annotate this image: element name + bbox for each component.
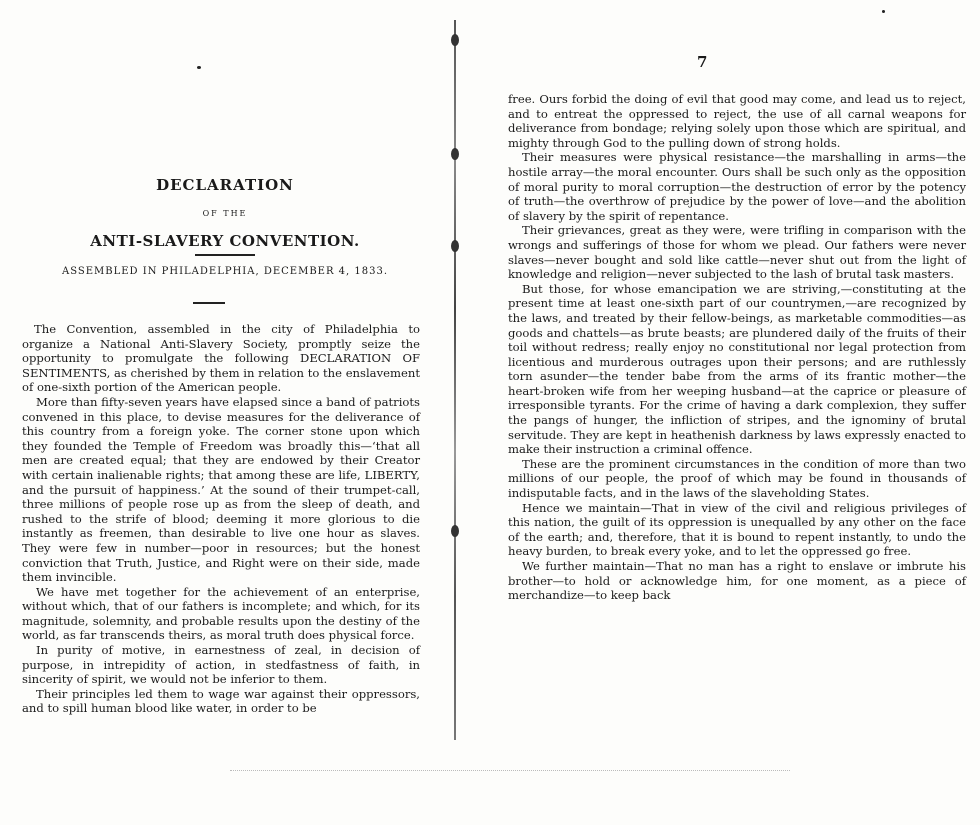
page-number: 7 bbox=[697, 53, 708, 71]
paragraph: But those, for whose emancipation we are striving,—constituting at the present time at least one-sixth part of our countrymen,—are recognized by the laws, and treated by their fellow-beings, as marketable commodities—as goods and chattels—as brute beasts; are plundered daily of the fruits of their toil without redress; really enjoy no constitutional nor legal protection from licentious and murderous outrages upon their persons; and are ruthlessly torn asunder—the tender babe from the arms of its frantic mother—the heart-broken wife from her weeping husband—at the caprice or pleasure of irresponsible tyrants. For the crime of having a dark complexion, they suffer the pangs of hunger, the infliction of stripes, and the ignominy of brutal servitude. They are kept in heathenish darkness by laws expressly enacted to make their instruction a criminal offence. bbox=[508, 281, 966, 457]
paragraph: We have met together for the achievement of an enterprise, without which, that of our fathers is incomplete; and which, for its magnitude, solemnity, and probable results upon the destiny of the world, as far transcends theirs, as moral truth does physical force. bbox=[22, 584, 420, 643]
page-edge bbox=[230, 770, 790, 772]
left-body-text bbox=[22, 322, 420, 716]
left-page bbox=[0, 0, 450, 825]
title-rule bbox=[195, 254, 255, 256]
section-rule bbox=[193, 302, 225, 304]
paragraph: Their measures were physical resistance—the marshalling in arms—the hostile array—the moral encounter. Ours shall be such only as the opposition of moral purity to moral corruption—the destruction of error by the potency of truth—the overthrow of prejudice by the power of love—and the abolition of slavery by the spirit of repentance. bbox=[508, 150, 966, 223]
ink-speck bbox=[882, 10, 885, 13]
paragraph: These are the prominent circumstances in the condition of more than two millions of our people, the proof of which may be found in thousands of indisputable facts, and in the laws of the slaveholding States. bbox=[508, 456, 966, 501]
assembled-line: ASSEMBLED IN PHILADELPHIA, DECEMBER 4, 1833. bbox=[61, 266, 389, 277]
paragraph: Their principles led them to wage war against their oppressors, and to spill human blood like water, in order to be bbox=[22, 686, 420, 716]
convention-title: ANTI-SLAVERY CONVENTION. bbox=[90, 232, 360, 250]
right-body-text bbox=[508, 92, 966, 603]
of-the-subtitle: OF THE bbox=[202, 209, 248, 218]
paragraph: More than fifty-seven years have elapsed since a band of patriots convened in this place, to devise measures for the deliverance of this country from a foreign yoke. The corner stone upon which they founded the Temple of Freedom was broadly this—‘that all men are created equal; that they are endowed by their Creator with certain inalienable rights; that among these are life, LIBERTY, and the pursuit of happiness.’ At the sound of their trumpet-call, three millions of people rose up as from the sleep of death, and rushed to the strife of blood; deeming it more glorious to die instantly as freemen, than desirable to live one hour as slaves. They were few in number—poor in resources; but the honest conviction that Truth, Justice, and Right were on their side, made them invincible. bbox=[22, 394, 420, 585]
ink-speck bbox=[197, 66, 201, 69]
paragraph: We further maintain—That no man has a right to enslave or imbrute his brother—to hold or acknowledge him, for one moment, as a piece of merchandize—to keep back bbox=[508, 559, 966, 603]
paragraph: free. Ours forbid the doing of evil that good may come, and lead us to reject, and to entreat the oppressed to reject, the use of all carnal weapons for deliverance from bondage; relying solely upon those which are spiritual, and mighty through God to the pulling down of strong holds. bbox=[508, 92, 966, 150]
paragraph: Hence we maintain—That in view of the civil and religious privileges of this nation, the guilt of its oppression is unequalled by any other on the face of the earth; and, therefore, that it is bound to repent instantly, to undo the heavy burden, to break every yoke, and to let the oppressed go free. bbox=[508, 500, 966, 559]
right-page bbox=[452, 0, 980, 825]
paragraph: In purity of motive, in earnestness of zeal, in decision of purpose, in intrepidity of action, in stedfastness of faith, in sincerity of spirit, we would not be inferior to them. bbox=[22, 643, 420, 687]
paragraph: Their grievances, great as they were, were trifling in comparison with the wrongs and sufferings of those for whom we plead. Our fathers were never slaves—never bought and sold like cattle—never shut out from the light of knowledge and religion—never subjected to the lash of brutal task masters. bbox=[508, 223, 966, 282]
paragraph: The Convention, assembled in the city of Philadelphia to organize a National Anti-Slavery Society, promptly seize the opportunity to promulgate the following DECLARATION OF SENTIMENTS, as cherished by them in relation to the enslavement of one-sixth portion of the American people. bbox=[22, 322, 420, 395]
declaration-title: DECLARATION bbox=[156, 176, 294, 194]
